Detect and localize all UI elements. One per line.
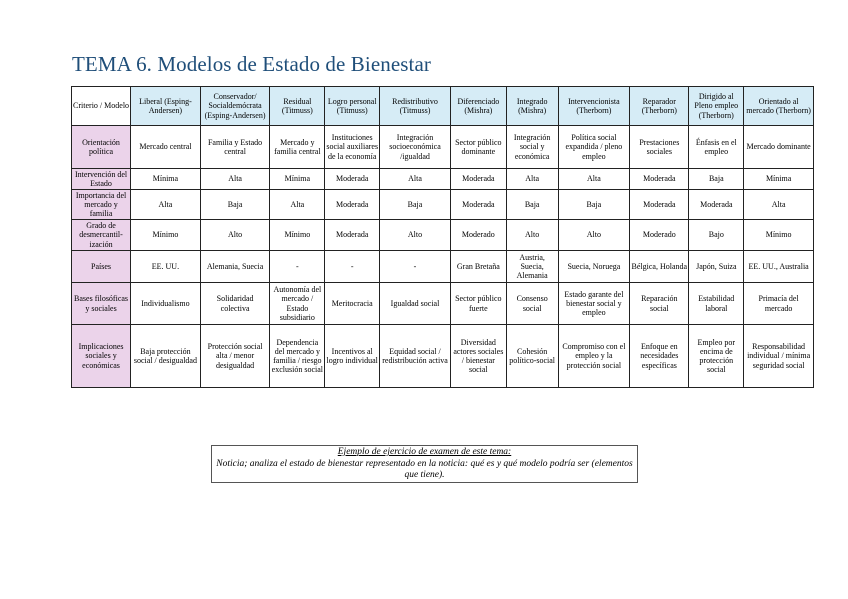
table-row bbox=[72, 325, 814, 388]
table-cell: Suecia, Noruega bbox=[558, 251, 630, 283]
model-header: Conservador/ Socialdemócrata (Esping-Andersen) bbox=[200, 87, 270, 126]
table-cell: Mínimo bbox=[131, 220, 201, 251]
page-title: TEMA 6. Modelos de Estado de Bienestar bbox=[72, 52, 431, 76]
table-cell: Sector público fuerte bbox=[450, 283, 506, 325]
criterion-cell: Orientación política bbox=[72, 126, 131, 169]
model-header: Integrado (Mishra) bbox=[506, 87, 558, 126]
table-row bbox=[72, 169, 814, 190]
table-cell: Moderada bbox=[325, 190, 380, 220]
table-cell: Moderada bbox=[689, 190, 744, 220]
table-cell: Enfoque en necesidades específicas bbox=[630, 325, 689, 388]
criterion-cell: Importancia del mercado y familia bbox=[72, 190, 131, 220]
exam-example-box bbox=[211, 445, 638, 483]
table-cell: Moderada bbox=[325, 169, 380, 190]
table-cell: Alta bbox=[131, 190, 201, 220]
criterion-cell: Implicaciones sociales y económicas bbox=[72, 325, 131, 388]
table-cell: Alto bbox=[200, 220, 270, 251]
model-header: Residual (Titmuss) bbox=[270, 87, 325, 126]
table-cell: Alta bbox=[744, 190, 814, 220]
table-cell: Reparación social bbox=[630, 283, 689, 325]
table-cell: Equidad social / redistribución activa bbox=[380, 325, 451, 388]
table-cell: Alemania, Suecia bbox=[200, 251, 270, 283]
table-cell: Alto bbox=[558, 220, 630, 251]
table-cell: Bajo bbox=[689, 220, 744, 251]
table-cell: Diversidad actores sociales / bienestar social bbox=[450, 325, 506, 388]
table-cell: - bbox=[270, 251, 325, 283]
table-cell: Compromiso con el empleo y la protección social bbox=[558, 325, 630, 388]
exam-example-heading: Ejemplo de ejercicio de examen de este tema: bbox=[337, 447, 512, 457]
table-cell: Moderada bbox=[630, 190, 689, 220]
model-header: Dirigido al Pleno empleo (Therborn) bbox=[689, 87, 744, 126]
table-cell: Mínima bbox=[270, 169, 325, 190]
corner-header: Criterio / Modelo bbox=[72, 87, 131, 126]
table-cell: Instituciones social auxiliares de la economía bbox=[325, 126, 380, 169]
table-cell: Integración social y económica bbox=[506, 126, 558, 169]
table-cell: Alto bbox=[506, 220, 558, 251]
table-cell: Responsabilidad individual / mínima seguridad social bbox=[744, 325, 814, 388]
table-cell: Mínima bbox=[131, 169, 201, 190]
table-cell: Mínima bbox=[744, 169, 814, 190]
table-cell: Alta bbox=[200, 169, 270, 190]
table-cell: Política social expandida / pleno empleo bbox=[558, 126, 630, 169]
table-row bbox=[72, 283, 814, 325]
table-cell: Énfasis en el empleo bbox=[689, 126, 744, 169]
table-row bbox=[72, 251, 814, 283]
model-header: Diferenciado (Mishra) bbox=[450, 87, 506, 126]
criterion-cell: Intervención del Estado bbox=[72, 169, 131, 190]
table-cell: Estabilidad laboral bbox=[689, 283, 744, 325]
table-cell: Moderada bbox=[325, 220, 380, 251]
table-cell: Sector público dominante bbox=[450, 126, 506, 169]
table-cell: Familia y Estado central bbox=[200, 126, 270, 169]
table-cell: EE. UU. bbox=[131, 251, 201, 283]
header-row bbox=[72, 87, 814, 126]
exam-example-text: Noticia; analiza el estado de bienestar representado en la noticia: qué es y qué modelo podría ser (elementos que tiene). bbox=[216, 458, 633, 480]
model-header: Orientado al mercado (Therborn) bbox=[744, 87, 814, 126]
table-cell: Alta bbox=[558, 169, 630, 190]
model-header: Logro personal (Titmuss) bbox=[325, 87, 380, 126]
table-cell: Solidaridad colectiva bbox=[200, 283, 270, 325]
table-cell: Moderado bbox=[450, 220, 506, 251]
table-cell: Autonomía del mercado / Estado subsidiario bbox=[270, 283, 325, 325]
table-cell: Alta bbox=[270, 190, 325, 220]
table-cell: Igualdad social bbox=[380, 283, 451, 325]
welfare-models-table bbox=[71, 86, 814, 388]
table-cell: Japón, Suiza bbox=[689, 251, 744, 283]
table-cell: Protección social alta / menor desigualdad bbox=[200, 325, 270, 388]
criterion-cell: Bases filosóficas y sociales bbox=[72, 283, 131, 325]
table-cell: Integración socioeconómica /igualdad bbox=[380, 126, 451, 169]
table-cell: Baja protección social / desigualdad bbox=[131, 325, 201, 388]
table-row bbox=[72, 126, 814, 169]
table-row bbox=[72, 220, 814, 251]
table-cell: Empleo por encima de protección social bbox=[689, 325, 744, 388]
table-cell: Meritocracia bbox=[325, 283, 380, 325]
table-cell: Moderada bbox=[630, 169, 689, 190]
table-cell: Mercado dominante bbox=[744, 126, 814, 169]
table-cell: - bbox=[380, 251, 451, 283]
table-cell: Baja bbox=[558, 190, 630, 220]
table-cell: Baja bbox=[380, 190, 451, 220]
table-cell: Estado garante del bienestar social y empleo bbox=[558, 283, 630, 325]
table-cell: Mínimo bbox=[744, 220, 814, 251]
table-cell: Dependencia del mercado y familia / riesgo exclusión social bbox=[270, 325, 325, 388]
table-cell: Baja bbox=[506, 190, 558, 220]
table-cell: Cohesión político-social bbox=[506, 325, 558, 388]
table-cell: Baja bbox=[689, 169, 744, 190]
table-row bbox=[72, 190, 814, 220]
table-cell: Mínimo bbox=[270, 220, 325, 251]
table-cell: Gran Bretaña bbox=[450, 251, 506, 283]
model-header: Reparador (Therborn) bbox=[630, 87, 689, 126]
table-cell: Austria, Suecia, Alemania bbox=[506, 251, 558, 283]
model-header: Liberal (Esping-Andersen) bbox=[131, 87, 201, 126]
table-cell: Individualismo bbox=[131, 283, 201, 325]
model-header: Intervencionista (Therborn) bbox=[558, 87, 630, 126]
table-cell: Incentivos al logro individual bbox=[325, 325, 380, 388]
table-cell: Moderada bbox=[450, 169, 506, 190]
table-cell: Moderado bbox=[630, 220, 689, 251]
criterion-cell: Países bbox=[72, 251, 131, 283]
table-cell: Prestaciones sociales bbox=[630, 126, 689, 169]
table-cell: - bbox=[325, 251, 380, 283]
table-cell: Moderada bbox=[450, 190, 506, 220]
table-cell: EE. UU., Australia bbox=[744, 251, 814, 283]
table-cell: Mercado y familia central bbox=[270, 126, 325, 169]
model-header: Redistributivo (Titmuss) bbox=[380, 87, 451, 126]
table-cell: Bélgica, Holanda bbox=[630, 251, 689, 283]
table-cell: Baja bbox=[200, 190, 270, 220]
table-cell: Alta bbox=[506, 169, 558, 190]
table-cell: Primacía del mercado bbox=[744, 283, 814, 325]
criterion-cell: Grado de desmercantil-ización bbox=[72, 220, 131, 251]
table-cell: Alta bbox=[380, 169, 451, 190]
table-cell: Alto bbox=[380, 220, 451, 251]
table-cell: Mercado central bbox=[131, 126, 201, 169]
table-cell: Consenso social bbox=[506, 283, 558, 325]
